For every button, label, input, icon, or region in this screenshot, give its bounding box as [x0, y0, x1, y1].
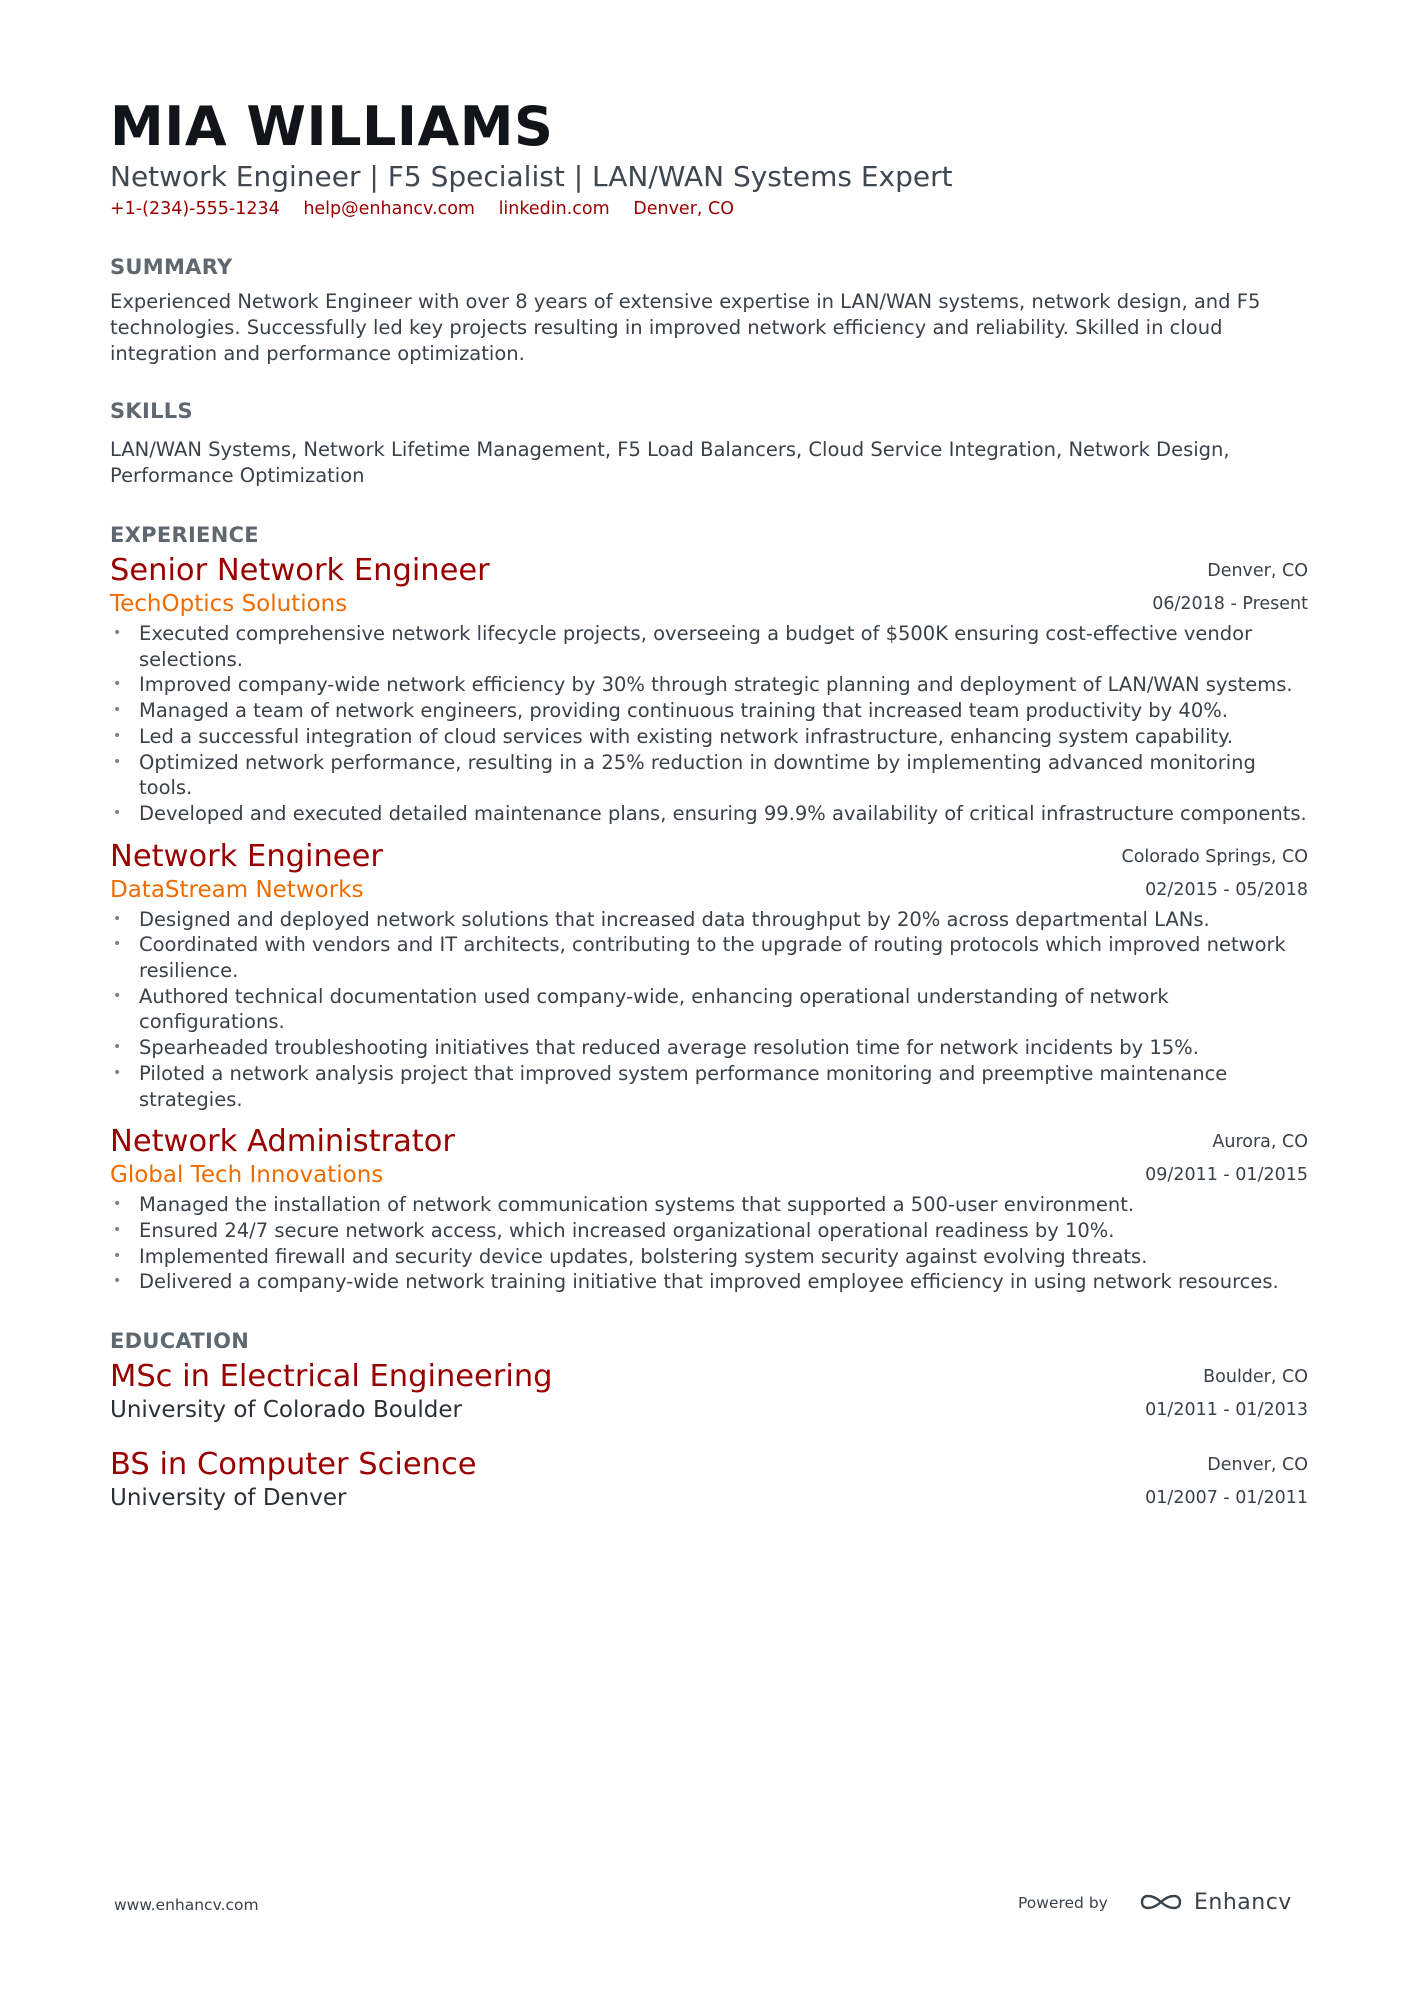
- job-title: Senior Network Engineer: [110, 553, 490, 588]
- experience-entry: [110, 1124, 1308, 1295]
- education-location: Boulder, CO: [1203, 1367, 1308, 1388]
- job-title: Network Administrator: [110, 1124, 455, 1160]
- resume-content: [110, 95, 1308, 1513]
- summary-section: [110, 253, 1308, 367]
- contact-linkedin[interactable]: linkedin.com: [498, 199, 610, 219]
- bullet-dot-icon: •: [113, 804, 122, 821]
- bullet-item: • Ensured 24/7 secure network access, which increased organizational operational readiness by 10%.: [113, 1218, 1115, 1242]
- summary-text: Experienced Network Engineer with over 8 years of extensive expertise in LAN/WAN systems, network design, and F5 technologies. Successfully led key projects resulting in improved network efficiency and reliability. Skilled in cloud integration and performance optimization.: [110, 290, 1261, 365]
- job-bullets: [110, 907, 1308, 1113]
- bullet-dot-icon: •: [113, 753, 122, 770]
- experience-entry-head: [110, 1124, 1308, 1190]
- company-name: DataStream Networks: [110, 876, 364, 903]
- job-location: Aurora, CO: [1212, 1132, 1308, 1153]
- bullet-item: • Designed and deployed network solutions that increased data throughput by 20% across departmental LANs.: [113, 907, 1210, 931]
- education-heading: EDUCATION: [110, 1329, 250, 1354]
- bullet-dot-icon: •: [113, 1273, 122, 1290]
- job-dates: 06/2018 - Present: [1152, 594, 1308, 614]
- company-name: TechOptics Solutions: [110, 591, 348, 617]
- bullet-dot-icon: •: [113, 676, 122, 693]
- bullet-dot-icon: •: [113, 987, 122, 1004]
- school-name: University of Colorado Boulder: [110, 1397, 462, 1424]
- contact-phone[interactable]: +1-(234)-555-1234: [110, 199, 280, 219]
- bullet-dot-icon: •: [113, 1039, 122, 1056]
- bullet-item: • Coordinated with vendors and IT architects, contributing to the upgrade of routing protocols which improved network resilience.: [113, 933, 1286, 983]
- job-meta: [1121, 839, 1308, 905]
- education-entry: [110, 1447, 1308, 1513]
- bullet-item: • Managed a team of network engineers, providing continuous training that increased team productivity by 40%.: [113, 699, 1228, 723]
- job-location: Denver, CO: [1207, 561, 1308, 581]
- experience-entry-head: [110, 553, 1308, 619]
- skills-heading: SKILLS: [110, 399, 193, 423]
- bullet-dot-icon: •: [113, 727, 122, 744]
- bullet-item: • Managed the installation of network communication systems that supported a 500-user environment.: [113, 1193, 1135, 1217]
- bullet-dot-icon: •: [113, 1247, 122, 1264]
- experience-heading: EXPERIENCE: [110, 523, 259, 547]
- skills-section: [110, 397, 1308, 489]
- job-dates: 09/2011 - 01/2015: [1145, 1165, 1308, 1186]
- school-name: University of Denver: [110, 1485, 347, 1512]
- job-bullets: [110, 1192, 1308, 1295]
- enhancv-logo-icon: [1138, 1888, 1184, 1916]
- job-title: Network Engineer: [110, 838, 383, 874]
- education-entry: [110, 1359, 1308, 1425]
- degree-title: BS in Computer Science: [110, 1447, 477, 1483]
- job-meta: [1145, 1124, 1308, 1190]
- experience-entry: [110, 839, 1308, 1113]
- bullet-item: • Improved company-wide network efficiency by 30% through strategic planning and deployment of LAN/WAN systems.: [113, 673, 1293, 697]
- bullet-dot-icon: •: [113, 1064, 122, 1081]
- bullet-item: • Piloted a network analysis project that improved system performance monitoring and preemptive maintenance strategies.: [113, 1061, 1228, 1111]
- bullet-item: • Led a successful integration of cloud services with existing network infrastructure, enhancing system capability.: [113, 724, 1234, 748]
- page-footer: [0, 1888, 1410, 1928]
- footer-url-link[interactable]: www.enhancv.com: [114, 1896, 259, 1914]
- education-meta: [1145, 1447, 1308, 1513]
- contact-location: Denver, CO: [633, 199, 735, 219]
- job-bullets: [110, 621, 1308, 827]
- bullet-item: • Spearheaded troubleshooting initiatives that reduced average resolution time for network incidents by 15%.: [113, 1036, 1199, 1060]
- education-dates: 01/2007 - 01/2011: [1145, 1488, 1308, 1509]
- bullet-dot-icon: •: [113, 625, 122, 641]
- brand-logo[interactable]: [1138, 1888, 1292, 1916]
- skills-text: LAN/WAN Systems, Network Lifetime Management, F5 Load Balancers, Cloud Service Integration, Network Design, Performance Optimization: [110, 438, 1230, 487]
- bullet-item: • Executed comprehensive network lifecycle projects, overseeing a budget of $500K ensuring cost-effective vendor selections.: [113, 622, 1253, 671]
- contact-email[interactable]: help@enhancv.com: [303, 199, 475, 219]
- bullet-dot-icon: •: [113, 1196, 122, 1213]
- bullet-dot-icon: •: [113, 702, 122, 719]
- experience-entry: [110, 553, 1308, 827]
- education-meta: [1145, 1359, 1308, 1425]
- resume-header: [110, 95, 1308, 221]
- experience-entry-head: [110, 839, 1308, 905]
- powered-by-label: Powered by: [1018, 1894, 1108, 1912]
- degree-title: MSc in Electrical Engineering: [110, 1359, 553, 1395]
- company-name: Global Tech Innovations: [110, 1162, 384, 1189]
- bullet-item: • Authored technical documentation used company-wide, enhancing operational understanding of network configurations.: [113, 984, 1169, 1034]
- job-meta: [1152, 553, 1308, 619]
- bullet-item: • Optimized network performance, resulting in a 25% reduction in downtime by implementing advanced monitoring tools.: [113, 750, 1256, 800]
- bullet-dot-icon: •: [113, 936, 122, 953]
- bullet-item: • Delivered a company-wide network training initiative that improved employee efficiency in using network resources.: [113, 1270, 1279, 1294]
- education-section: [110, 1327, 1308, 1513]
- experience-section: [110, 521, 1308, 1295]
- job-dates: 02/2015 - 05/2018: [1145, 879, 1308, 900]
- candidate-name: MIA WILLIAMS: [110, 95, 554, 158]
- summary-heading: SUMMARY: [110, 255, 233, 279]
- education-dates: 01/2011 - 01/2013: [1145, 1400, 1308, 1421]
- education-location: Denver, CO: [1207, 1455, 1308, 1476]
- brand-name: Enhancv: [1194, 1889, 1292, 1915]
- bullet-dot-icon: •: [113, 910, 122, 927]
- education-entry-head: [110, 1359, 1308, 1425]
- bullet-item: • Developed and executed detailed maintenance plans, ensuring 99.9% availability of critical infrastructure components.: [113, 801, 1307, 825]
- bullet-item: • Implemented firewall and security device updates, bolstering system security against evolving threats.: [113, 1244, 1148, 1268]
- bullet-dot-icon: •: [113, 1221, 122, 1238]
- contact-line: [110, 197, 1308, 221]
- education-entry-head: [110, 1447, 1308, 1513]
- candidate-title: Network Engineer | F5 Specialist | LAN/WAN Systems Expert: [110, 160, 953, 193]
- job-location: Colorado Springs, CO: [1121, 846, 1308, 867]
